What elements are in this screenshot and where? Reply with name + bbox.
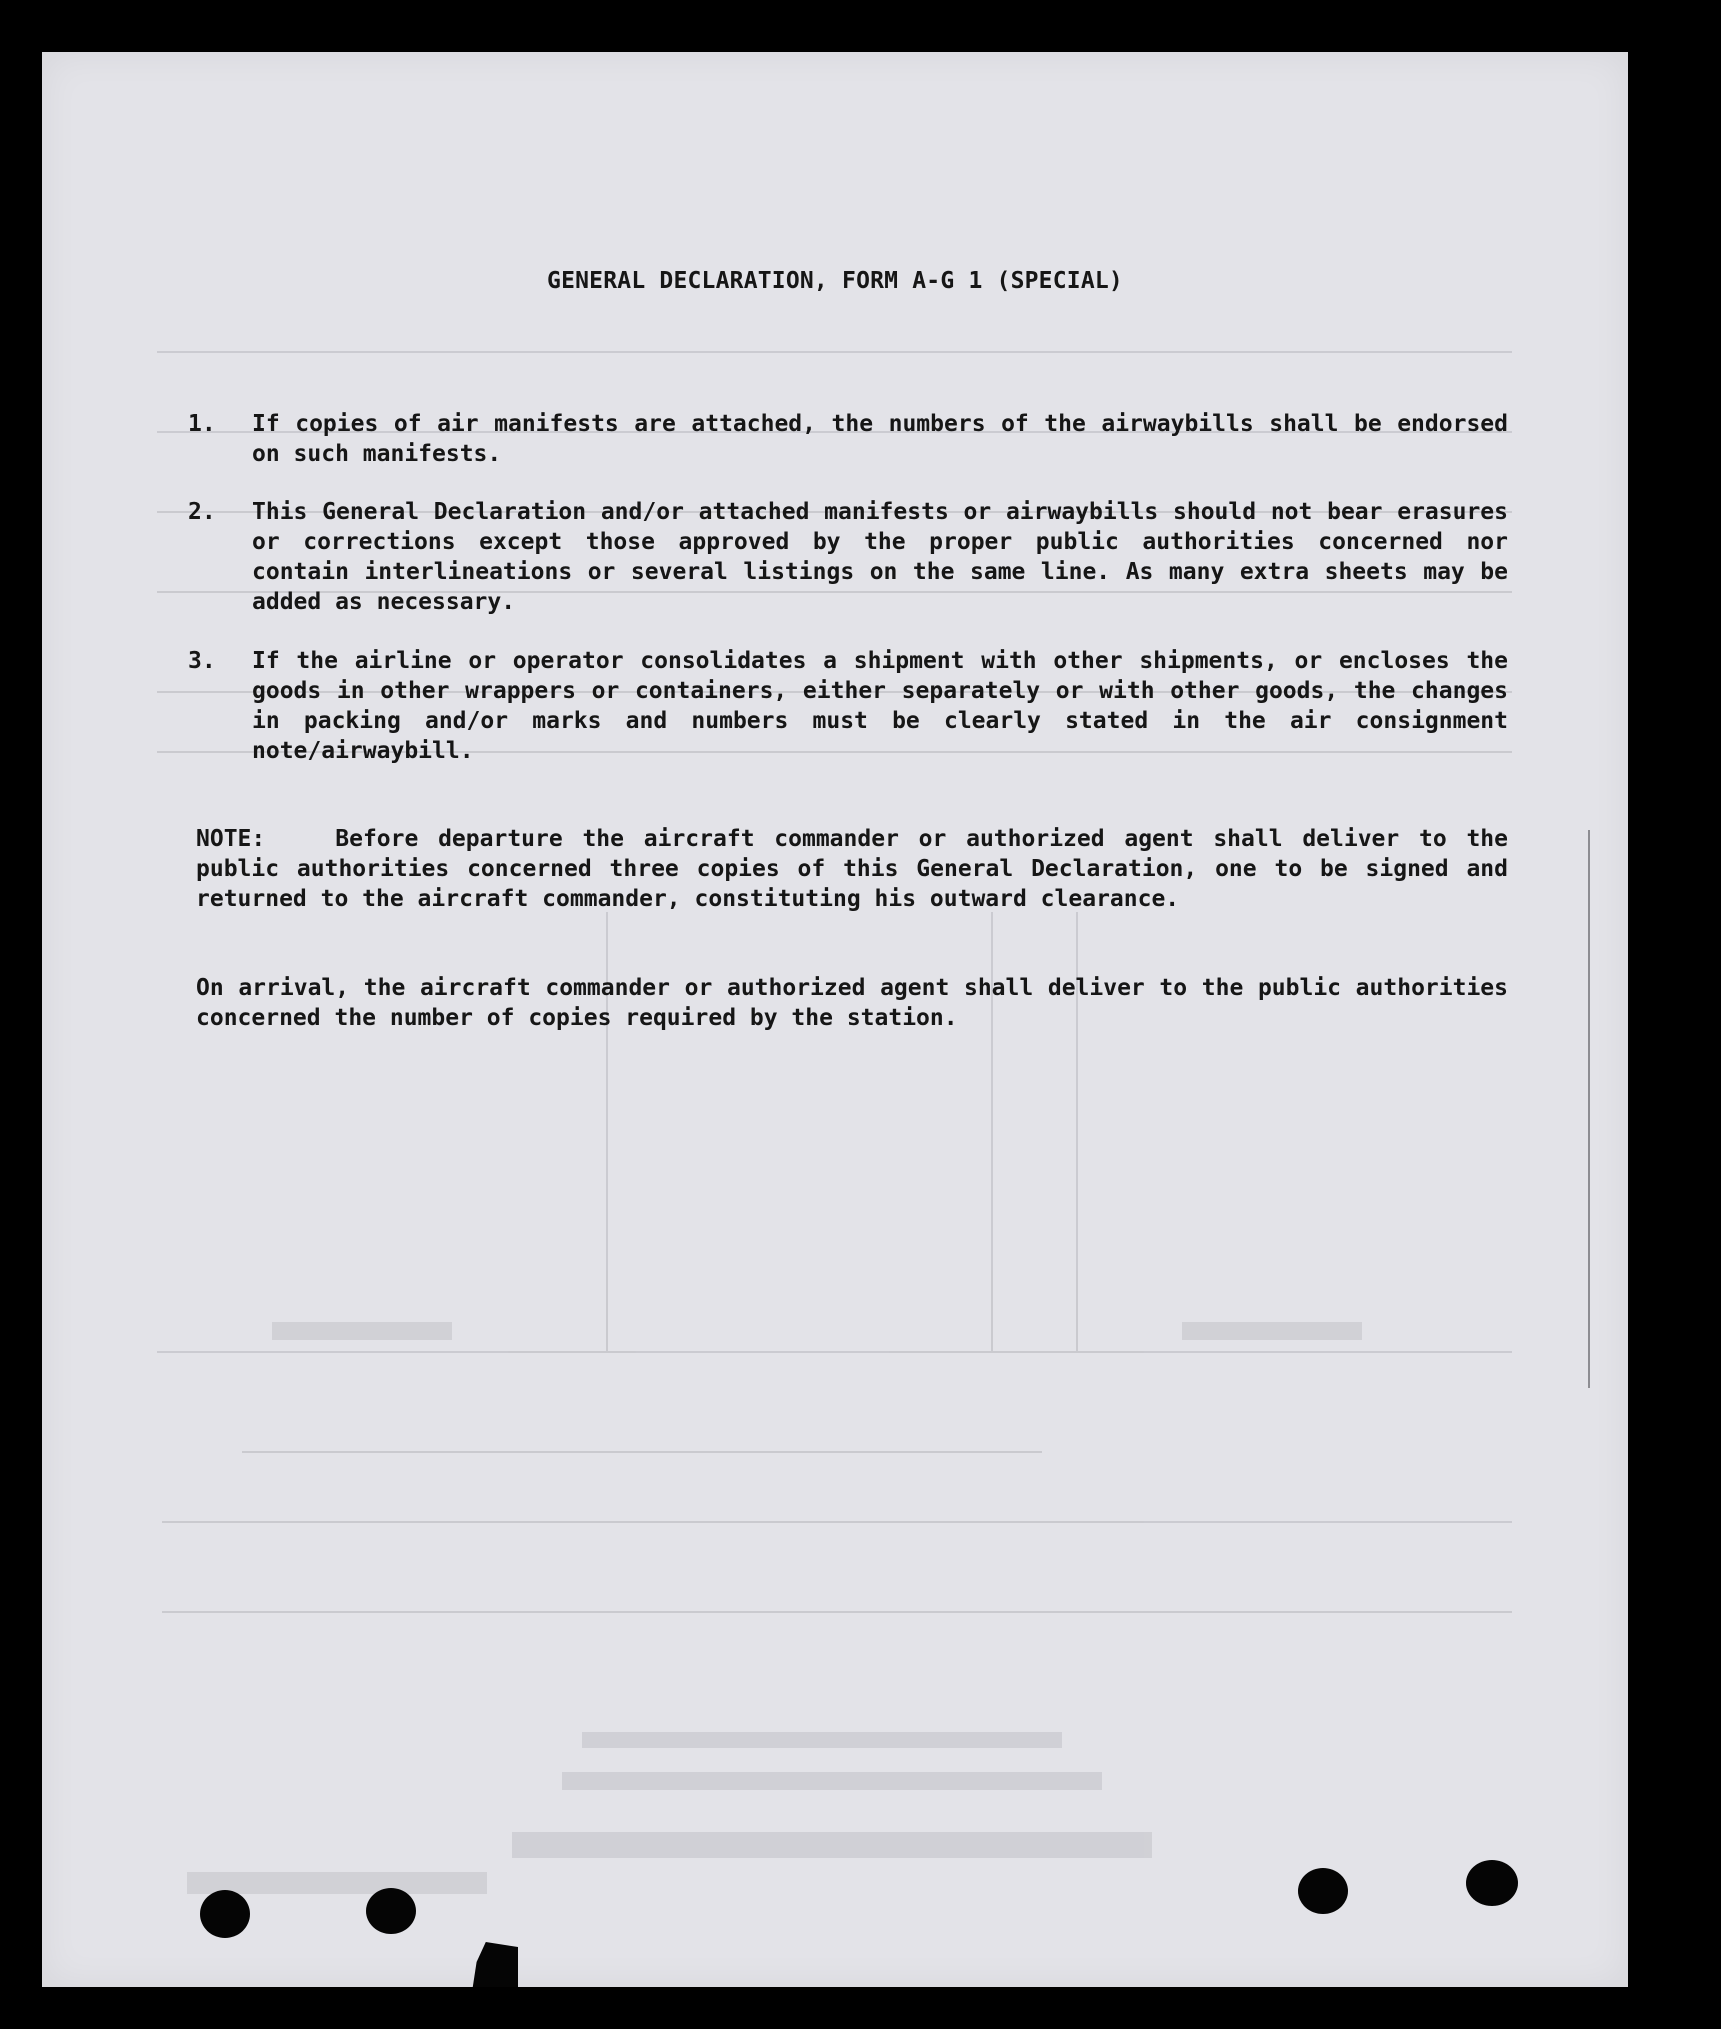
item-number: 3. — [188, 648, 216, 674]
punch-hole — [200, 1890, 250, 1938]
instruction-item-1 — [188, 409, 1508, 469]
torn-edge — [472, 1942, 518, 1987]
punch-hole — [1298, 1868, 1348, 1914]
punch-hole — [1466, 1860, 1518, 1906]
note-text: Before departure the aircraft commander or authorized agent shall deliver to the public authorities concerned three copies of this General Declaration, one to be signed and returned to the aircraft commander, constituting his outward clearance. — [196, 826, 1508, 912]
item-number: 2. — [188, 499, 216, 525]
item-text: This General Declaration and/or attached manifests or airwaybills should not bear erasures or corrections except those approved by the proper public authorities concerned nor contain interlineations or several listings on the same line. As many extra sheets may be added as necessary. — [252, 499, 1508, 615]
document-page — [42, 52, 1628, 1987]
arrival-paragraph: On arrival, the aircraft commander or authorized agent shall deliver to the public authorities concerned the number of copies required by the station. — [196, 975, 1508, 1031]
item-text: If copies of air manifests are attached, the numbers of the airwaybills shall be endorsed on such manifests. — [252, 411, 1508, 467]
item-number: 1. — [188, 411, 216, 437]
margin-rule — [1588, 830, 1590, 1388]
note-paragraph — [196, 824, 1508, 914]
item-text: If the airline or operator consolidates a shipment with other shipments, or encloses the goods in other wrappers or containers, either separately or with other goods, the changes in packing and/or marks and numbers must be clearly stated in the air consignment note/airwaybill. — [252, 648, 1508, 764]
instruction-item-2 — [188, 497, 1508, 617]
document-title: GENERAL DECLARATION, FORM A-G 1 (SPECIAL) — [547, 268, 1123, 294]
punch-hole — [366, 1888, 416, 1934]
note-label: NOTE: — [196, 826, 266, 852]
instruction-item-3 — [188, 646, 1508, 766]
